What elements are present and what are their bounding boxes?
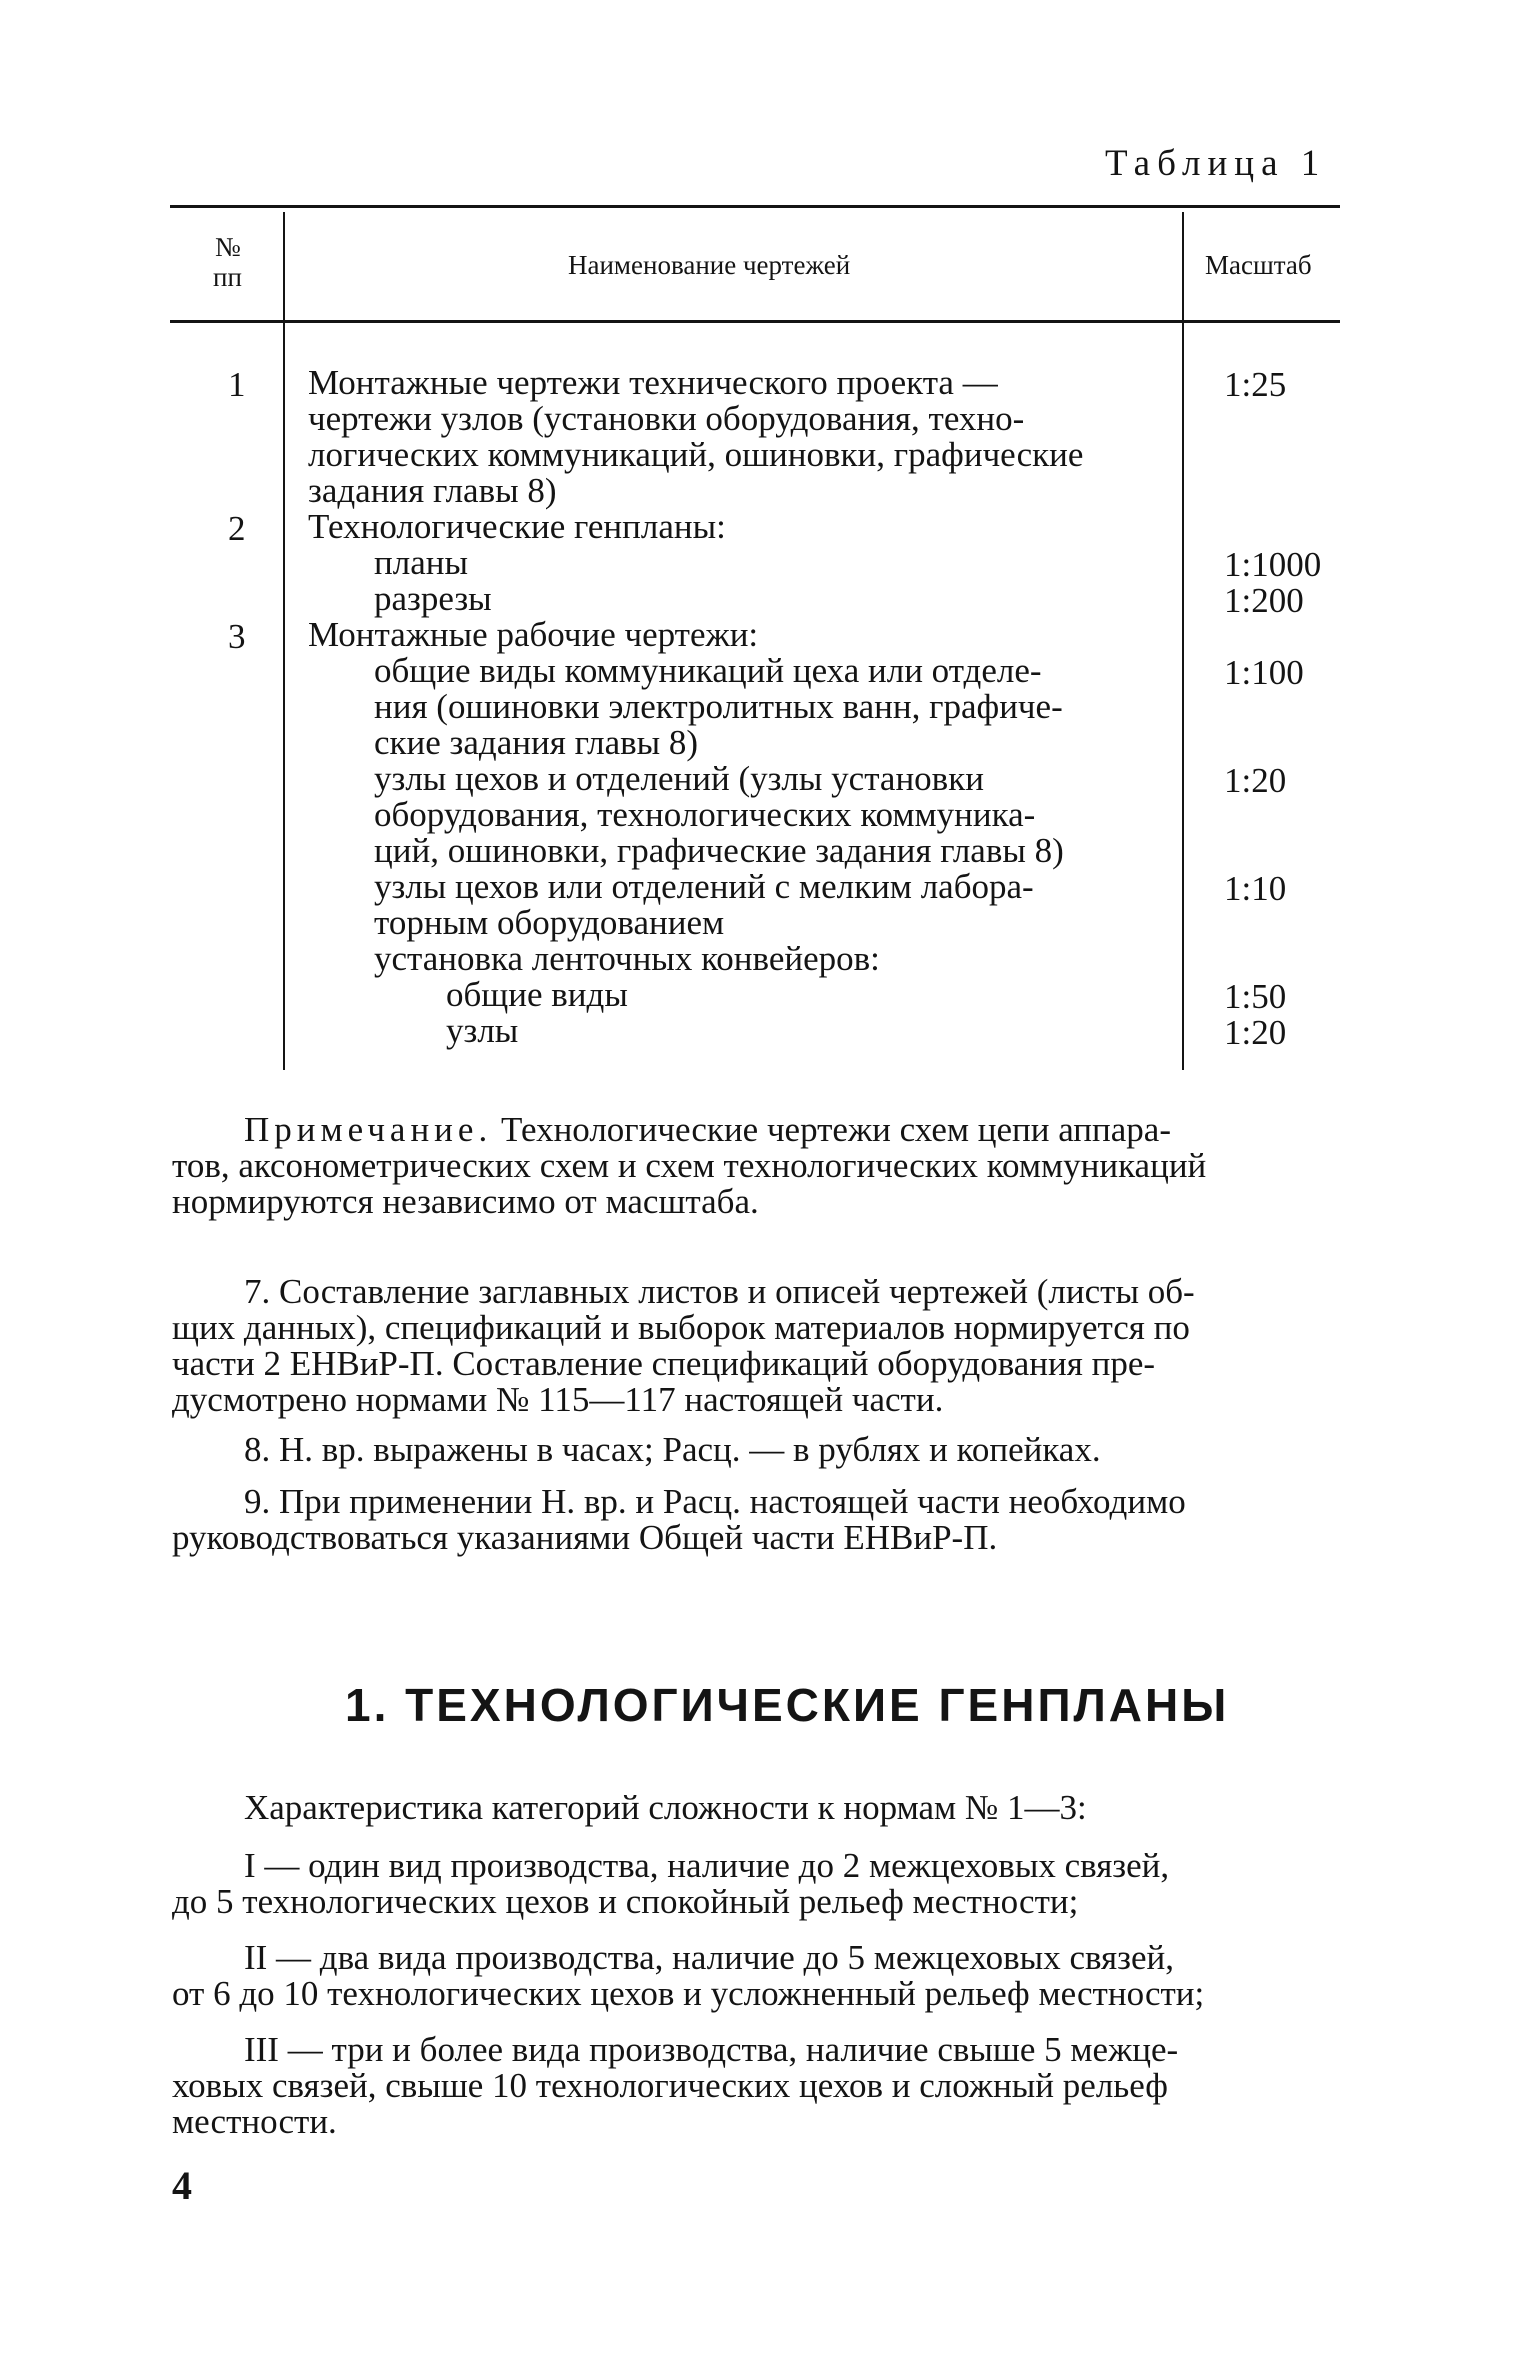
page-number: 4 — [172, 2163, 192, 2208]
row-scale: 1:50 — [1224, 977, 1287, 1016]
table-top-rule — [170, 205, 1340, 208]
row-text-line: оборудования, технологических коммуника- — [374, 795, 1036, 834]
row-number: 2 — [228, 509, 246, 548]
section-title: 1. ТЕХНОЛОГИЧЕСКИЕ ГЕНПЛАНЫ — [345, 1679, 1230, 1731]
row-text-line: планы — [374, 543, 468, 582]
row-number: 1 — [228, 365, 246, 404]
row-text-line: Монтажные рабочие чертежи: — [308, 615, 759, 654]
paragraph-line: части 2 ЕНВиР-П. Составление спецификаций оборудования пре- — [172, 1344, 1156, 1383]
note-line: нормируются независимо от масштаба. — [172, 1182, 759, 1221]
row-text-line: Монтажные чертежи технического проекта — — [308, 363, 998, 402]
row-text-line: задания главы 8) — [308, 471, 557, 510]
row-text-line: установка ленточных конвейеров: — [374, 939, 880, 978]
paragraph-line: 8. Н. вр. выражены в часах; Расц. — в рублях и копейках. — [244, 1430, 1101, 1469]
row-text-line: узлы — [446, 1011, 519, 1050]
header-name: Наименование чертежей — [568, 250, 851, 280]
paragraph-line: руководствоваться указаниями Общей части ЕНВиР-П. — [172, 1518, 998, 1557]
row-scale: 1:100 — [1224, 653, 1304, 692]
row-scale: 1:200 — [1224, 581, 1304, 620]
paragraph-line: щих данных), спецификаций и выборок материалов нормируется по — [172, 1308, 1190, 1347]
row-text-line: узлы цехов или отделений с мелким лабора- — [374, 867, 1034, 906]
category-line: ховых связей, свыше 10 технологических цехов и сложный рельеф — [172, 2066, 1168, 2105]
category-line: I — один вид производства, наличие до 2 межцеховых связей, — [244, 1846, 1170, 1885]
table-col-divider-1 — [283, 212, 285, 1070]
header-num-symbol: № — [215, 232, 241, 262]
paragraph-line: дусмотрено нормами № 115—117 настоящей части. — [172, 1380, 944, 1419]
table-col-divider-2 — [1182, 212, 1184, 1070]
note-label: Примечание. — [244, 1110, 493, 1149]
row-text-line: ния (ошиновки электролитных ванн, графиче- — [374, 687, 1063, 726]
header-scale: Масштаб — [1205, 250, 1312, 280]
row-scale: 1:10 — [1224, 869, 1287, 908]
table-header-rule — [170, 320, 1340, 323]
row-text-line: общие виды коммуникаций цеха или отделе- — [374, 651, 1042, 690]
row-text-line: ские задания главы 8) — [374, 723, 699, 762]
note-line: тов, аксонометрических схем и схем технологических коммуникаций — [172, 1146, 1207, 1185]
row-text-line: узлы цехов и отделений (узлы установки — [374, 759, 984, 798]
table-caption: Таблица 1 — [1105, 143, 1327, 184]
header-num-pp: пп — [213, 262, 242, 292]
row-text-line: торным оборудованием — [374, 903, 725, 942]
row-number: 3 — [228, 617, 246, 656]
category-line: II — два вида производства, наличие до 5 межцеховых связей, — [244, 1938, 1174, 1977]
row-text-line: разрезы — [374, 579, 492, 618]
row-scale: 1:25 — [1224, 365, 1287, 404]
category-line: от 6 до 10 технологических цехов и усложненный рельеф местности; — [172, 1974, 1205, 2013]
row-text-line: чертежи узлов (установки оборудования, техно- — [308, 399, 1025, 438]
note-line: Примечание. Технологические чертежи схем цепи аппара- — [244, 1110, 1171, 1149]
row-text-line: общие виды — [446, 975, 628, 1014]
section-intro: Характеристика категорий сложности к нормам № 1—3: — [244, 1788, 1087, 1827]
row-scale: 1:20 — [1224, 1013, 1287, 1052]
row-scale: 1:20 — [1224, 761, 1287, 800]
category-line: до 5 технологических цехов и спокойный рельеф местности; — [172, 1882, 1079, 1921]
category-line: III — три и более вида производства, наличие свыше 5 межце- — [244, 2030, 1179, 2069]
row-text-line: Технологические генпланы: — [308, 507, 726, 546]
paragraph-line: 7. Составление заглавных листов и описей чертежей (листы об- — [244, 1272, 1195, 1311]
category-line: местности. — [172, 2102, 337, 2141]
row-text-line: ций, ошиновки, графические задания главы 8) — [374, 831, 1064, 870]
row-scale: 1:1000 — [1224, 545, 1322, 584]
paragraph-line: 9. При применении Н. вр. и Расц. настоящей части необходимо — [244, 1482, 1186, 1521]
row-text-line: логических коммуникаций, ошиновки, графические — [308, 435, 1084, 474]
